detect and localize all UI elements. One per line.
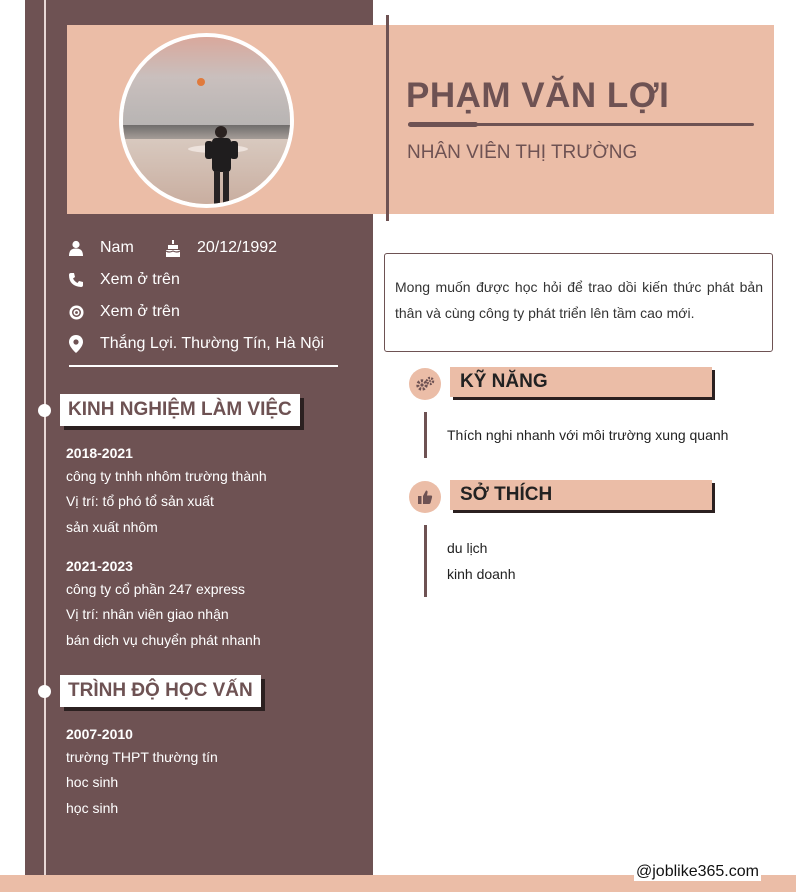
hobbies-bar: [424, 525, 427, 597]
candidate-name: PHẠM VĂN LỢI: [406, 76, 670, 115]
address-row: [67, 335, 324, 353]
gears-icon: [409, 368, 441, 400]
skills-bar: [424, 412, 427, 458]
skill-item: Thích nghi nhanh với môi trường xung quanh: [447, 427, 729, 443]
email-value: Xem ở trên: [100, 303, 180, 320]
header-divider: [386, 15, 389, 221]
career-objective: Mong muốn được học hỏi để trao dồi kiến thức phát bản thân và cùng công ty phát triển lên tầm cao mới.: [384, 253, 773, 352]
education-section-title: TRÌNH ĐỘ HỌC VẤN: [60, 675, 261, 707]
birthday-value: 20/12/1992: [197, 239, 278, 256]
experience-company: công ty cổ phần 247 express: [66, 581, 246, 597]
phone-icon: [67, 271, 85, 289]
location-icon: [67, 335, 85, 353]
thumbs-up-icon: [409, 481, 441, 513]
email-icon: [67, 303, 85, 321]
experience-description: sản xuất nhôm: [66, 519, 158, 535]
experience-description: bán dịch vụ chuyển phát nhanh: [66, 632, 261, 648]
watermark: @joblike365.com: [636, 863, 759, 880]
education-period: 2007-2010: [66, 726, 133, 742]
experience-section-title: KINH NGHIỆM LÀM VIỆC: [60, 394, 300, 426]
email-row: [67, 303, 180, 321]
cake-icon: [164, 239, 182, 257]
education-detail: học sinh: [66, 800, 119, 816]
education-school: trường THPT thường tín: [66, 749, 218, 765]
phone-row: [67, 271, 180, 289]
education-detail: hoc sinh: [66, 774, 119, 790]
contact-divider: [69, 365, 338, 367]
hobby-item: du lịch: [447, 540, 488, 556]
name-underline-accent: [408, 122, 478, 127]
experience-period: 2021-2023: [66, 558, 133, 574]
experience-position: Vị trí: nhân viên giao nhận: [66, 606, 229, 622]
timeline-dot: [38, 404, 51, 417]
timeline-line: [44, 0, 46, 892]
experience-position: Vị trí: tổ phó tổ sản xuất: [66, 493, 214, 509]
timeline-dot: [38, 685, 51, 698]
gender-row: [67, 239, 134, 257]
experience-company: công ty tnhh nhôm trường thành: [66, 468, 267, 484]
birthday-row: [164, 239, 277, 257]
skills-section-title: KỸ NĂNG: [450, 367, 712, 397]
experience-period: 2018-2021: [66, 445, 133, 461]
job-title: NHÂN VIÊN THỊ TRƯỜNG: [407, 142, 638, 163]
gender-value: Nam: [100, 239, 134, 256]
phone-value: Xem ở trên: [100, 271, 180, 288]
hobby-item: kinh doanh: [447, 566, 516, 582]
user-icon: [67, 239, 85, 257]
address-value: Thắng Lợi. Thường Tín, Hà Nội: [100, 335, 325, 352]
avatar: [119, 33, 294, 208]
hobbies-section-title: SỞ THÍCH: [450, 480, 712, 510]
